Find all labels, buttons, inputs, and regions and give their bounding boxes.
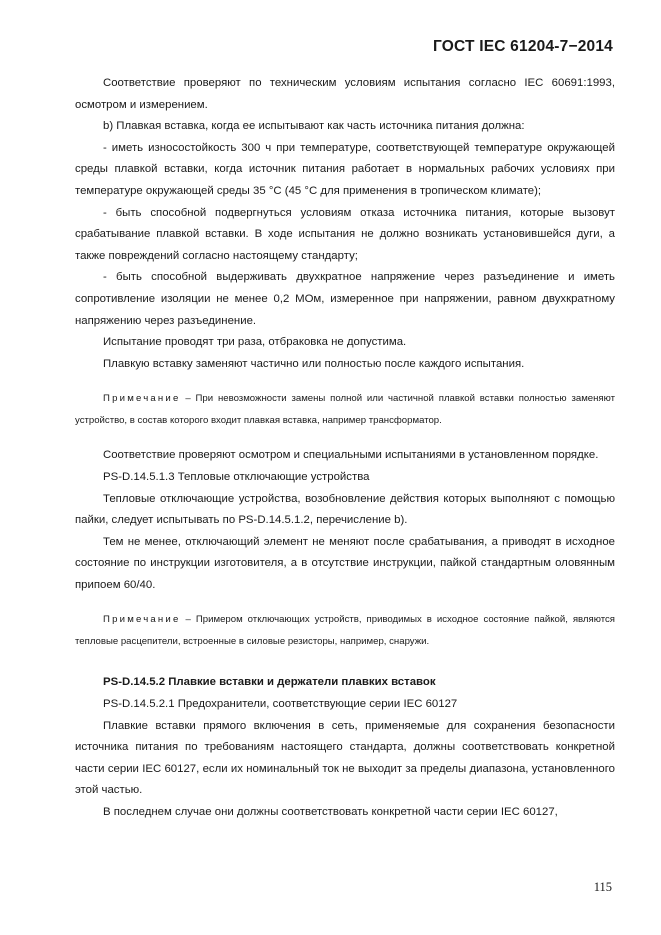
list-item: - иметь износостойкость 300 ч при температуре, соответствующей температуре окружающей среды плавкой вставки, когда источник питания работает в нормальных рабочих условиях при температуре окружающей среды 35 °С (45 °С для применения в тропическом климате); (75, 141, 615, 197)
document-header: ГОСТ IEC 61204-7−2014 (433, 38, 613, 55)
paragraph: В последнем случае они должны соответствовать конкретной части серии IEC 60127, (103, 806, 558, 819)
paragraph: Плавкие вставки прямого включения в сеть, применяемые для сохранения безопасности источника питания по требованиям настоящего стандарта, должны соответствовать конкретной части серии IEC 60127, если их номинальный ток не выходит за пределы диапазона, установленного этой частью. (75, 719, 615, 797)
paragraph: b) Плавкая вставка, когда ее испытывают как часть источника питания должна: (103, 120, 525, 133)
list-item: - быть способной подвергнуться условиям отказа источника питания, которые вызовут срабатывание плавкой вставки. В ходе испытания не должно возникать установившейся дуги, а также повреждений согласно настоящему стандарту; (75, 206, 615, 262)
paragraph: Соответствие проверяют осмотром и специальными испытаниями в установленном порядке. (103, 449, 599, 462)
section-heading: PS-D.14.5.2 Плавкие вставки и держатели плавких вставок (103, 676, 436, 689)
note-2 (75, 609, 615, 653)
page-number: 115 (593, 880, 612, 894)
list-item: - быть способной выдерживать двухкратное напряжение через разъединение и иметь сопротивление изоляции не менее 0,2 МОм, измеренное при напряжении, равном двухкратному напряжению через разъединение. (75, 271, 615, 327)
note-label: Примечание (103, 393, 181, 405)
note-text: – Примером отключающих устройств, приводимых в исходное состояние пайкой, являются тепловые расцепители, встроенные в силовые резисторы, например, снаружи. (75, 614, 615, 648)
page-body (75, 73, 615, 824)
paragraph: Тепловые отключающие устройства, возобновление действия которых выполняют с помощью пайки, следует испытывать по PS-D.14.5.1.2, перечисление b). (75, 492, 615, 527)
subsection-title: PS-D.14.5.1.3 Тепловые отключающие устройства (103, 470, 370, 483)
subsection-title: PS-D.14.5.2.1 Предохранители, соответствующие серии IEC 60127 (103, 698, 458, 711)
note-label: Примечание (103, 614, 181, 626)
note-text: – При невозможности замены полной или частичной плавкой вставки полностью заменяют устройство, в состав которого входит плавкая вставка, например трансформатор. (75, 393, 615, 427)
paragraph: Тем не менее, отключающий элемент не меняют после срабатывания, а приводят в исходное состояние по инструкции изготовителя, а в отсутствие инструкции, пайкой стандартным оловянным припоем 60/40. (75, 535, 615, 591)
paragraph: Соответствие проверяют по техническим условиям испытания согласно IEC 60691:1993, осмотром и измерением. (75, 77, 615, 111)
note-1 (75, 388, 615, 432)
paragraph: Плавкую вставку заменяют частично или полностью после каждого испытания. (103, 357, 525, 370)
paragraph: Испытание проводят три раза, отбраковка не допустима. (103, 336, 407, 349)
